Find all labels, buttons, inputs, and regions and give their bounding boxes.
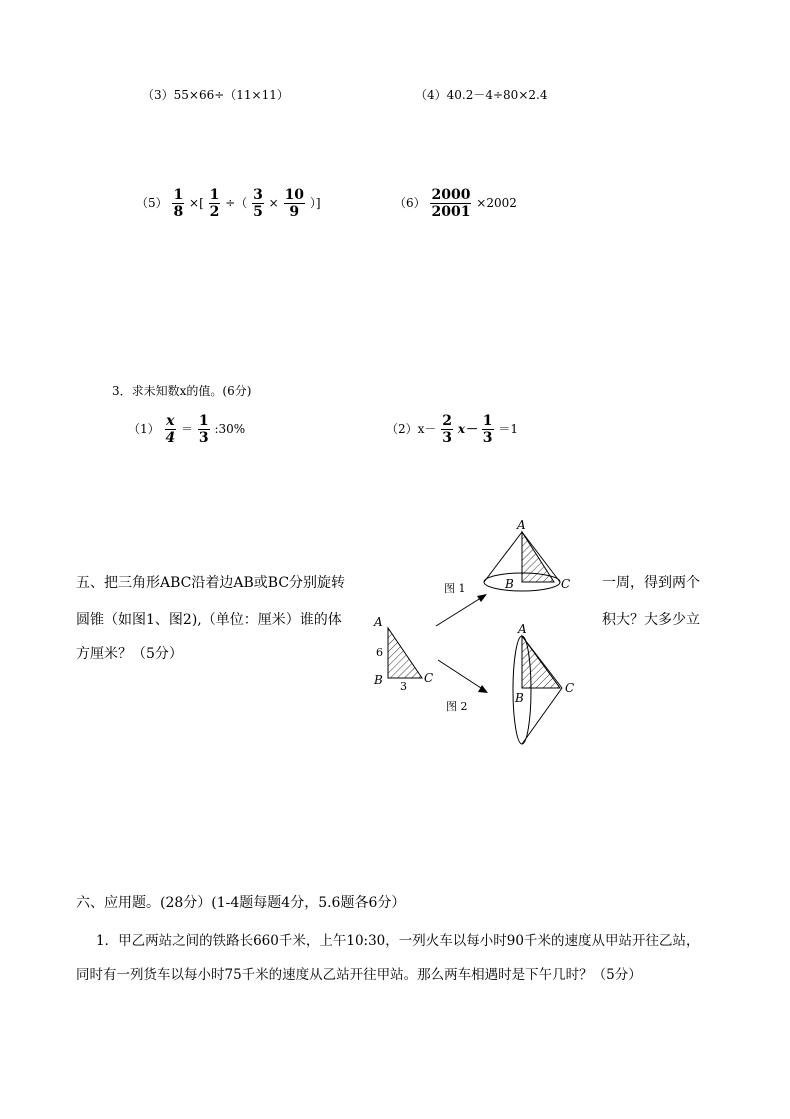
equation-1 (128, 413, 245, 446)
variable-term: x－ (457, 422, 477, 436)
fraction-1-3 (198, 413, 210, 446)
cone-fig1 (484, 532, 560, 591)
denominator: 4 (165, 430, 176, 446)
numerator: 1 (198, 413, 209, 429)
rotation-figure (360, 510, 600, 750)
equation-2-label: （2）x－ (386, 422, 437, 436)
tri-label-c: C (424, 671, 434, 685)
section6-heading: 六、应用题。(28分）(1-4题每题4分，5.6题各6分） (76, 895, 406, 911)
section5-right1: 一周，得到两个 (602, 575, 700, 591)
fig1-label-c: C (561, 577, 571, 591)
problem-5-label: （5） (136, 196, 168, 210)
section5-line1: 五、把三角形ABC沿着边AB或BC分别旋转 (76, 575, 346, 591)
operator: ÷（ (225, 196, 248, 210)
solve-heading: 3．求未知数x的值。(6分) (112, 384, 252, 398)
fig1-caption: 图 1 (444, 582, 466, 595)
numerator: x (166, 413, 175, 429)
denominator: 3 (442, 430, 452, 446)
denominator: 3 (482, 430, 493, 446)
problem-4: （4）40.2－4÷80×2.4 (415, 88, 548, 102)
operator: ）] (309, 196, 321, 210)
denominator: 5 (253, 204, 263, 220)
question1-line1: 1．甲乙两站之间的铁路长660千米，上午10:30，一列火车以每小时90千米的速度从甲站开往乙站， (96, 933, 700, 949)
numerator: 2 (442, 413, 452, 429)
equation-1-label: （1） (128, 422, 160, 436)
ratio-tail: :30% (214, 422, 246, 436)
fig2-caption: 图 2 (446, 700, 468, 713)
denominator: 3 (198, 430, 209, 446)
section5-line2: 圆锥（如图1、图2),（单位：厘米）谁的体 (76, 612, 342, 628)
fraction-x-4 (164, 413, 176, 446)
denominator: 9 (289, 204, 300, 220)
question1-line2: 同时有一列货车以每小时75千米的速度从乙站开往甲站。那么两车相遇时是下午几时？（5分） (76, 967, 642, 983)
numerator: 1 (209, 187, 220, 203)
fig1-label-b: B (505, 577, 514, 591)
tri-label-a: A (374, 615, 383, 629)
operator: ×2002 (476, 196, 517, 210)
fig2-label-b: B (515, 691, 524, 705)
cone-fig2 (513, 636, 562, 744)
fraction-2000-2001 (430, 187, 471, 220)
arrow-to-fig1-icon (436, 594, 487, 626)
numerator: 1 (173, 187, 184, 203)
denominator: 2001 (431, 204, 471, 220)
equation-2 (386, 413, 518, 446)
equals-sign: ＝ (181, 422, 194, 436)
problem-6 (394, 187, 517, 220)
numerator: 2000 (431, 187, 471, 203)
tri-label-b: B (374, 673, 383, 687)
tri-side-bc: 3 (400, 680, 407, 693)
problem-6-label: （6） (394, 196, 426, 210)
numerator: 1 (482, 413, 493, 429)
equation-2-tail: ＝1 (498, 422, 519, 436)
section5-line3: 方厘米？（5分） (76, 646, 183, 662)
numerator: 3 (253, 187, 263, 203)
fig1-label-a: A (517, 518, 526, 532)
triangle-abc (388, 628, 422, 678)
fig2-label-a: A (518, 622, 527, 636)
operator: ×[ (189, 196, 204, 210)
section5-right2: 积大？大多少立 (602, 612, 700, 628)
denominator: 8 (173, 204, 184, 220)
fraction-1-2 (209, 187, 221, 220)
fig2-label-c: C (565, 681, 575, 695)
denominator: 2 (209, 204, 220, 220)
fraction-1-8 (172, 187, 184, 220)
fraction-2-3 (441, 413, 453, 446)
fraction-1-3-b (482, 413, 494, 446)
arrow-to-fig2-icon (438, 660, 488, 693)
problem-3: （3）55×66÷（11×11） (142, 88, 289, 102)
fraction-10-9 (284, 187, 305, 220)
fraction-3-5 (252, 187, 264, 220)
numerator: 10 (284, 187, 305, 203)
operator: × (268, 196, 279, 210)
problem-5 (136, 187, 321, 220)
tri-side-ab: 6 (376, 646, 383, 659)
